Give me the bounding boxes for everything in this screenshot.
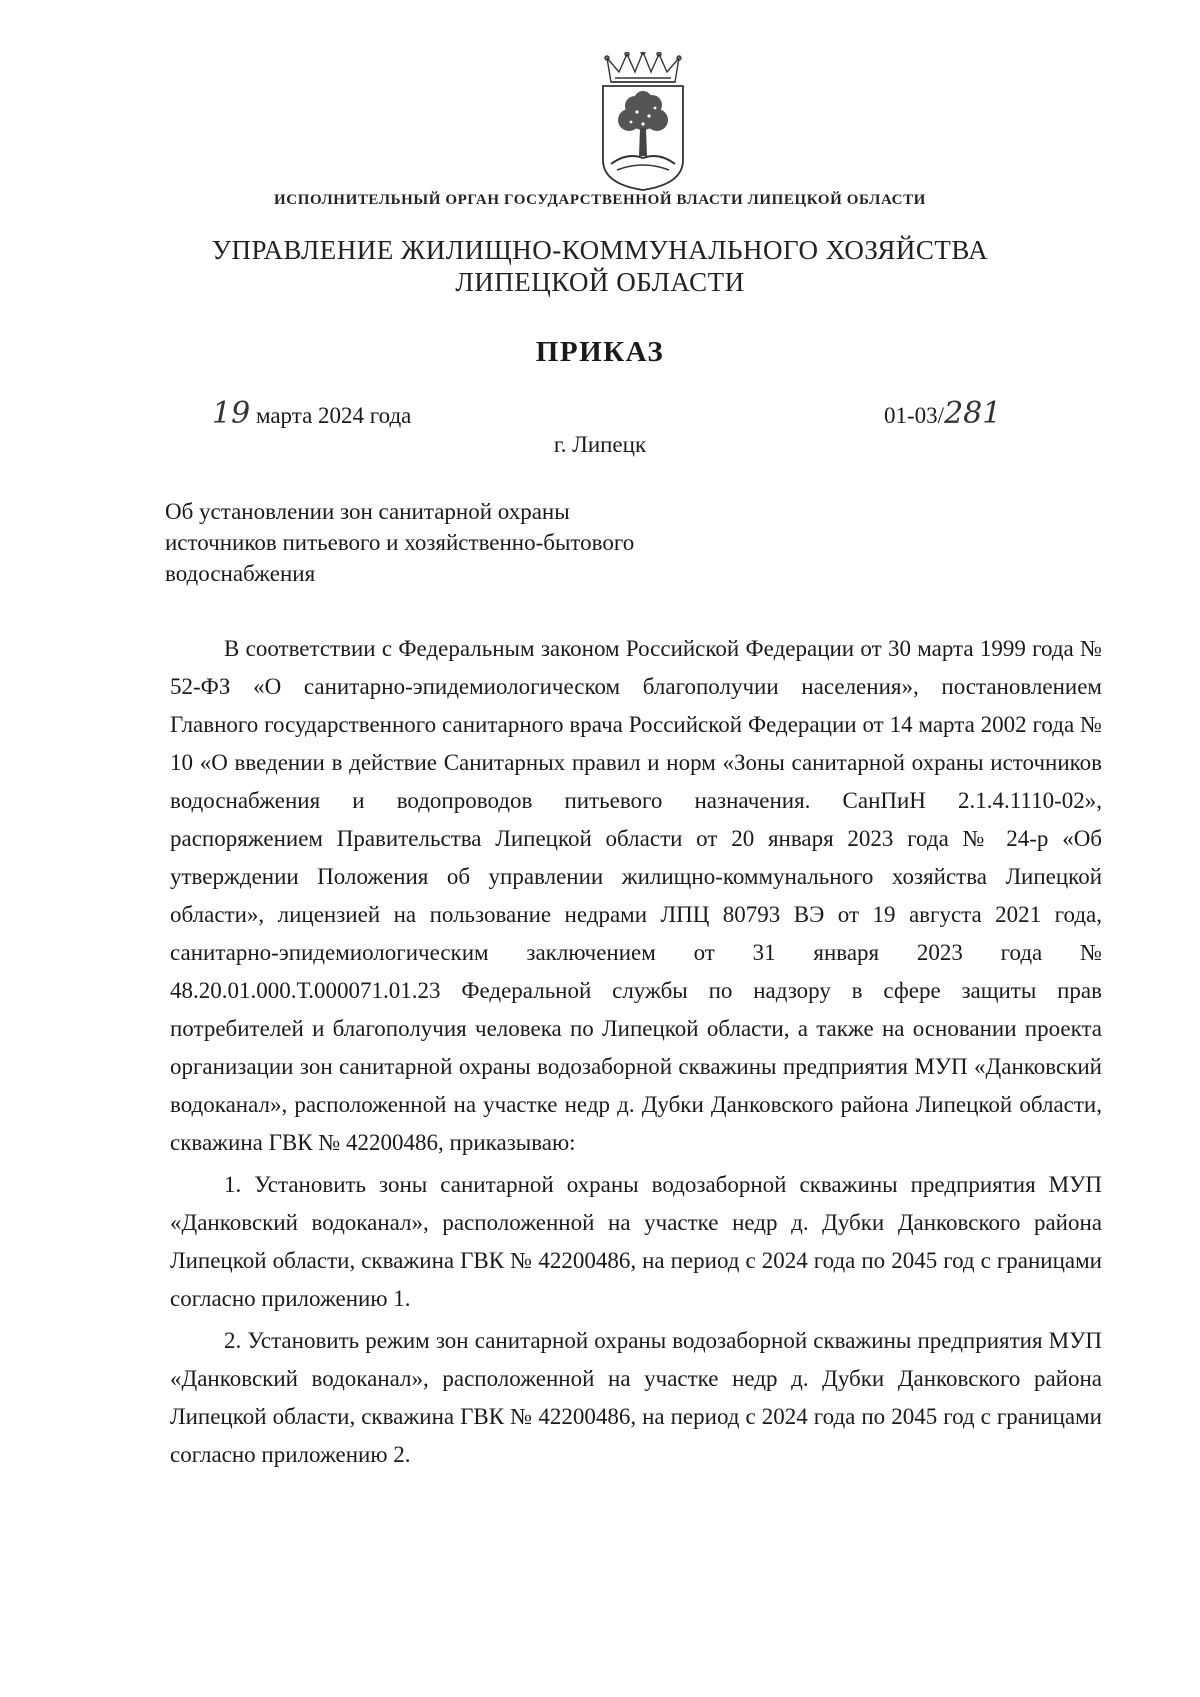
order-item-2: 2. Установить режим зон санитарной охраны водозаборной скважины предприятия МУП «Данковский водоканал», расположенной на участке недр д. Дубки Данковского района Липецкой области, скважина ГВК № 42200486, на период с 2024 года по 2045 год с границами согласно приложению 2.	[170, 1328, 1102, 1467]
issuing-authority: ИСПОЛНИТЕЛЬНЫЙ ОРГАН ГОСУДАРСТВЕННОЙ ВЛАСТИ ЛИПЕЦКОЙ ОБЛАСТИ	[274, 192, 926, 208]
document-title: ПРИКАЗ	[535, 336, 665, 368]
handwritten-number: 281	[944, 396, 1002, 431]
document-number	[884, 396, 1001, 431]
handwritten-day: 19	[212, 396, 251, 431]
order-item-1: 1. Установить зоны санитарной охраны водозаборной скважины предприятия МУП «Данковский водоканал», расположенной на участке недр д. Дубки Данковского района Липецкой области, скважина ГВК № 42200486, на период с 2024 года по 2045 год с границами согласно приложению 1.	[170, 1172, 1102, 1311]
document-body	[170, 630, 1102, 1478]
department-name	[0, 234, 1200, 298]
coat-of-arms-icon	[597, 52, 689, 192]
subject-line: Об установлении зон санитарной охраны	[165, 499, 570, 524]
department-name-line: УПРАВЛЕНИЕ ЖИЛИЩНО-КОММУНАЛЬНОГО ХОЗЯЙСТВА	[211, 235, 989, 265]
department-name-line: ЛИПЕЦКОЙ ОБЛАСТИ	[455, 267, 745, 297]
preamble-paragraph: В соответствии с Федеральным законом Российской Федерации от 30 марта 1999 года № 52-ФЗ «О санитарно-эпидемиологическом благополучии населения», постановлением Главного государственного санитарного врача Российской Федерации от 14 марта 2002 года № 10 «О введении в действие Санитарных правил и норм «Зоны санитарной охраны источников водоснабжения и водопроводов питьевого назначения. СанПиН 2.1.4.1110-02», распоряжением Правительства Липецкой области от 20 января 2023 года № 24-р «Об утверждении Положения об управлении жилищно-коммунального хозяйства Липецкой области», лицензией на пользование недрами ЛПЦ 80793 ВЭ от 19 августа 2021 года, санитарно-эпидемиологическим заключением от 31 января 2023 года № 48.20.01.000.Т.000071.01.23 Федеральной службы по надзору в сфере защиты прав потребителей и благополучия человека по Липецкой области, а также на основании проекта организации зон санитарной охраны водозаборной скважины предприятия МУП «Данковский водоканал», расположенной на участке недр д. Дубки Данковского района Липецкой области, скважина ГВК № 42200486, приказываю:	[170, 636, 1102, 1155]
document-subject	[165, 496, 785, 589]
document-date	[212, 396, 411, 431]
number-prefix: 01-03/	[884, 403, 945, 428]
document-city: г. Липецк	[553, 432, 647, 457]
subject-line: водоснабжения	[165, 561, 316, 586]
subject-line: источников питьевого и хозяйственно-бытового	[165, 530, 635, 555]
date-month-year: марта 2024 года	[250, 403, 412, 428]
